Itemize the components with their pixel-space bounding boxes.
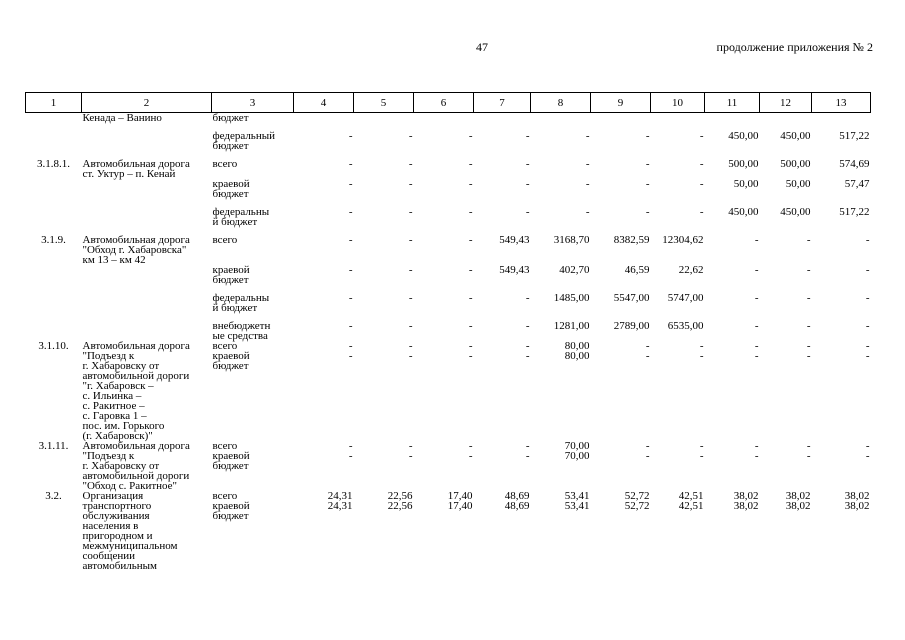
value-cell: - <box>865 320 870 332</box>
value-cell: 5747,00 <box>667 292 704 304</box>
table-row <box>26 265 871 285</box>
value-cell: - <box>468 130 473 142</box>
row-name: Автомобильная дорога "Обход г. Хабаровска" км 13 – км 42 <box>82 234 190 266</box>
value-cell: - <box>754 264 759 276</box>
value-cell: 22,56 22,56 <box>387 490 413 512</box>
value-cell <box>812 113 871 124</box>
value-cell: - - <box>754 340 759 362</box>
value-cell: - <box>348 234 353 246</box>
value-cell: - <box>348 292 353 304</box>
value-cell: - <box>585 206 590 218</box>
row-code: 3.1.11. <box>38 440 69 452</box>
column-header: 4 <box>294 93 354 113</box>
row-name: Организация транспортного обслуживания населения в пригородном и межмуниципальном сообщении автомобильным <box>82 490 178 572</box>
row-name <box>82 293 212 313</box>
value-cell: - <box>468 178 473 190</box>
value-cell: 46,59 <box>624 264 650 276</box>
value-cell: - <box>645 130 650 142</box>
value-cell: - <box>348 264 353 276</box>
value-cell: 450,00 <box>728 130 759 142</box>
value-cell: 38,02 38,02 <box>785 490 811 512</box>
value-cell <box>414 113 474 124</box>
value-cell: 48,69 48,69 <box>504 490 530 512</box>
table-row <box>26 341 871 441</box>
value-cell: - <box>468 292 473 304</box>
value-cell: - <box>408 178 413 190</box>
header-row <box>26 93 871 113</box>
value-cell <box>705 113 760 124</box>
row-code <box>26 293 82 313</box>
table-row <box>26 159 871 179</box>
column-header: 13 <box>812 93 871 113</box>
value-cell: - <box>468 158 473 170</box>
value-cell: - - <box>468 440 473 462</box>
continuation-note: продолжение приложения № 2 <box>716 40 873 54</box>
value-cell: - <box>408 264 413 276</box>
funding-source: федеральны й бюджет <box>212 206 270 228</box>
table-row <box>26 207 871 227</box>
value-cell: - <box>865 292 870 304</box>
row-code <box>26 321 82 341</box>
value-cell: 80,00 80,00 <box>564 340 590 362</box>
column-header: 7 <box>474 93 531 113</box>
row-code: 3.2. <box>45 490 62 502</box>
row-name <box>82 265 212 285</box>
value-cell: 450,00 <box>728 206 759 218</box>
value-cell: - <box>348 158 353 170</box>
value-cell: - <box>348 206 353 218</box>
value-cell: - <box>585 158 590 170</box>
value-cell: - <box>525 320 530 332</box>
table-row <box>26 491 871 571</box>
value-cell: - - <box>645 440 650 462</box>
table-row <box>26 179 871 199</box>
value-cell: - <box>408 158 413 170</box>
value-cell: - <box>468 206 473 218</box>
funding-source: краевой бюджет <box>212 178 250 200</box>
value-cell: - <box>348 320 353 332</box>
funding-source: федеральны й бюджет <box>212 292 270 314</box>
value-cell: 549,43 <box>499 264 530 276</box>
value-cell <box>354 113 414 124</box>
value-cell: - <box>525 206 530 218</box>
value-cell: - <box>806 234 811 246</box>
value-cell: 12304,62 <box>662 234 704 246</box>
value-cell: 450,00 <box>780 130 811 142</box>
value-cell: - <box>645 158 650 170</box>
value-cell: - <box>585 130 590 142</box>
table-row <box>26 113 871 124</box>
row-name <box>82 179 212 199</box>
row-code: 3.1.10. <box>38 340 69 352</box>
row-name <box>82 131 212 151</box>
value-cell: - <box>699 130 704 142</box>
value-cell: - - <box>408 340 413 362</box>
value-cell: - <box>699 158 704 170</box>
value-cell <box>531 113 591 124</box>
value-cell: - <box>645 206 650 218</box>
value-cell: 5547,00 <box>613 292 650 304</box>
value-cell: 50,00 <box>733 178 759 190</box>
value-cell: - - <box>348 340 353 362</box>
value-cell: - <box>806 264 811 276</box>
value-cell: - <box>585 178 590 190</box>
table-row <box>26 293 871 313</box>
value-cell: 53,41 53,41 <box>564 490 590 512</box>
column-header: 6 <box>414 93 474 113</box>
column-header: 12 <box>760 93 812 113</box>
value-cell: - - <box>468 340 473 362</box>
table-row <box>26 131 871 151</box>
value-cell: 500,00 <box>728 158 759 170</box>
value-cell: - <box>525 158 530 170</box>
value-cell: - <box>699 206 704 218</box>
value-cell: 38,02 38,02 <box>733 490 759 512</box>
value-cell: - - <box>754 440 759 462</box>
value-cell: - <box>525 292 530 304</box>
funding-source: всего краевой бюджет <box>212 440 250 472</box>
value-cell: 574,69 <box>839 158 870 170</box>
value-cell: - - <box>525 440 530 462</box>
row-code <box>26 131 82 151</box>
value-cell: 1485,00 <box>553 292 590 304</box>
value-cell: 6535,00 <box>667 320 704 332</box>
funding-source: внебюджетн ые средства <box>212 320 271 342</box>
value-cell: - <box>408 206 413 218</box>
row-name <box>82 207 212 227</box>
funding-source: всего краевой бюджет <box>212 340 250 372</box>
value-cell: - <box>468 234 473 246</box>
value-cell: - <box>645 178 650 190</box>
value-cell: - - <box>699 440 704 462</box>
value-cell: 517,22 <box>839 206 870 218</box>
column-header: 2 <box>82 93 212 113</box>
row-name: Автомобильная дорога "Подъезд к г. Хабаровску от автомобильной дороги "Обход с. Ракитное" <box>82 440 190 492</box>
value-cell: - <box>525 130 530 142</box>
value-cell <box>294 113 354 124</box>
value-cell: 57,47 <box>844 178 870 190</box>
funding-source: всего <box>212 234 238 246</box>
funding-source: бюджет <box>212 112 249 124</box>
row-name: Автомобильная дорога ст. Уктур – п. Кенай <box>82 158 190 180</box>
funding-source: всего краевой бюджет <box>212 490 250 522</box>
value-cell: - <box>348 178 353 190</box>
value-cell: - <box>408 292 413 304</box>
spacer-row <box>26 313 871 321</box>
value-cell: - - <box>865 340 870 362</box>
row-name <box>82 321 212 341</box>
value-cell: - <box>468 264 473 276</box>
value-cell: 549,43 <box>499 234 530 246</box>
funding-source: всего <box>212 158 238 170</box>
row-code <box>26 265 82 285</box>
value-cell: - - <box>699 340 704 362</box>
value-cell <box>651 113 705 124</box>
value-cell: - <box>806 292 811 304</box>
value-cell: 1281,00 <box>553 320 590 332</box>
spacer-cell <box>26 313 871 321</box>
value-cell: 70,00 70,00 <box>564 440 590 462</box>
value-cell: - <box>408 234 413 246</box>
page-number: 47 <box>476 40 488 54</box>
value-cell: - - <box>408 440 413 462</box>
value-cell: 517,22 <box>839 130 870 142</box>
value-cell: 42,51 42,51 <box>678 490 704 512</box>
column-header: 1 <box>26 93 82 113</box>
column-header: 5 <box>354 93 414 113</box>
value-cell: - <box>806 320 811 332</box>
value-cell: - - <box>806 440 811 462</box>
row-code <box>26 207 82 227</box>
value-cell: - - <box>865 440 870 462</box>
value-cell: - <box>865 264 870 276</box>
table-body <box>26 113 871 572</box>
budget-table <box>25 92 871 571</box>
value-cell: - <box>754 320 759 332</box>
row-code: 3.1.9. <box>41 234 66 246</box>
column-header: 9 <box>591 93 651 113</box>
column-header: 3 <box>212 93 294 113</box>
value-cell: - <box>408 130 413 142</box>
value-cell: - - <box>806 340 811 362</box>
spacer-row <box>26 285 871 293</box>
value-cell: 52,72 52,72 <box>624 490 650 512</box>
value-cell: - <box>408 320 413 332</box>
table-row <box>26 441 871 491</box>
value-cell: 38,02 38,02 <box>844 490 870 512</box>
row-code: 3.1.8.1. <box>37 158 70 170</box>
value-cell: 8382,59 <box>613 234 650 246</box>
value-cell: - <box>525 178 530 190</box>
row-name: Автомобильная дорога "Подъезд к г. Хабаровску от автомобильной дороги "г. Хабаровск – с. Ильинка – с. Ракитное – с. Гаровка 1 – пос. им. Горького (г. Хабаровск)" <box>82 340 190 442</box>
value-cell: - <box>754 234 759 246</box>
value-cell: 450,00 <box>780 206 811 218</box>
value-cell: - - <box>348 440 353 462</box>
value-cell: - <box>348 130 353 142</box>
value-cell: - - <box>645 340 650 362</box>
funding-source: краевой бюджет <box>212 264 250 286</box>
value-cell <box>591 113 651 124</box>
spacer-cell <box>26 285 871 293</box>
value-cell: 500,00 <box>780 158 811 170</box>
value-cell: - <box>865 234 870 246</box>
row-code <box>26 113 82 124</box>
value-cell: 402,70 <box>559 264 590 276</box>
column-header: 8 <box>531 93 591 113</box>
value-cell: 17,40 17,40 <box>447 490 473 512</box>
value-cell <box>474 113 531 124</box>
value-cell: - <box>754 292 759 304</box>
column-header: 10 <box>651 93 705 113</box>
funding-source: федеральный бюджет <box>212 130 275 152</box>
column-header: 11 <box>705 93 760 113</box>
value-cell: 2789,00 <box>613 320 650 332</box>
value-cell: - <box>699 178 704 190</box>
row-name: Кенада – Ванино <box>82 112 162 124</box>
value-cell <box>760 113 812 124</box>
value-cell: - <box>468 320 473 332</box>
value-cell: 22,62 <box>678 264 704 276</box>
table-row <box>26 321 871 341</box>
value-cell: 24,31 24,31 <box>327 490 353 512</box>
value-cell: 50,00 <box>785 178 811 190</box>
table-row <box>26 235 871 265</box>
value-cell: - - <box>525 340 530 362</box>
row-code <box>26 179 82 199</box>
value-cell: 3168,70 <box>553 234 590 246</box>
